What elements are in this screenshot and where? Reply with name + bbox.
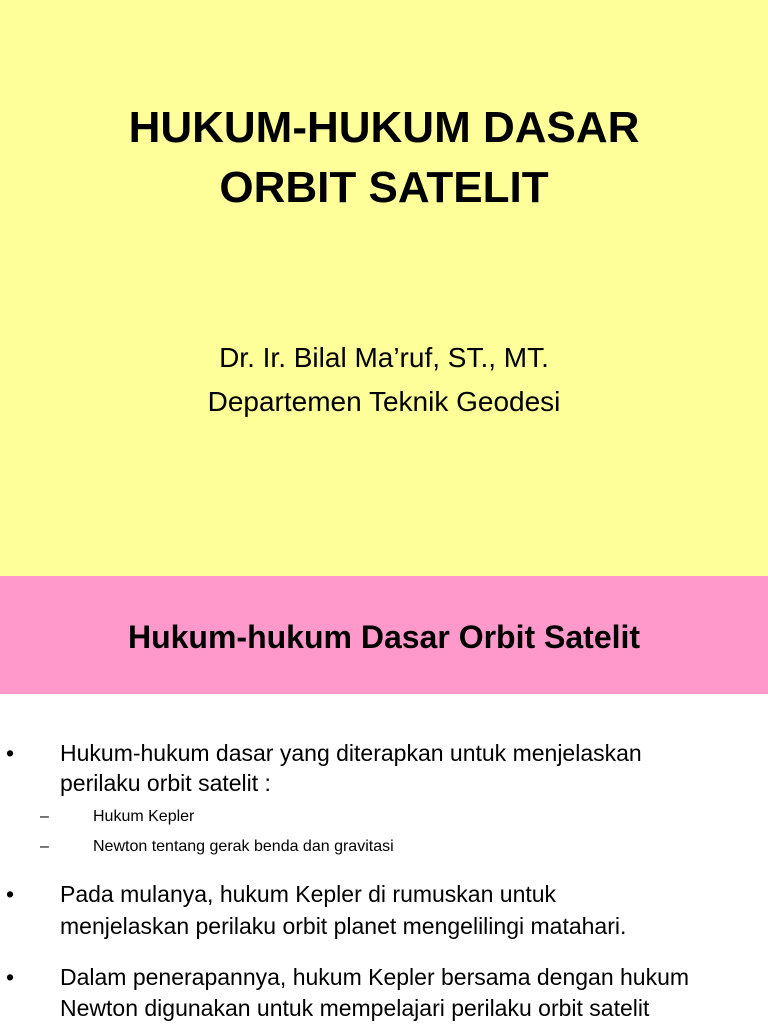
title-line-2: ORBIT SATELIT xyxy=(219,163,549,212)
sub-item-text: Newton tentang gerak benda dan gravitasi xyxy=(93,838,394,855)
dash-marker: – xyxy=(40,838,49,855)
department-name: Departemen Teknik Geodesi xyxy=(207,386,561,417)
author-name: Dr. Ir. Bilal Ma’ruf, ST., MT. xyxy=(219,342,549,373)
slide-body xyxy=(0,694,768,1024)
title-line-1: HUKUM-HUKUM DASAR xyxy=(128,103,640,152)
section-title: Hukum-hukum Dasar Orbit Satelit xyxy=(127,619,641,655)
bullet-marker: • xyxy=(6,881,15,907)
author-block xyxy=(0,336,768,424)
bullet-text-line: menjelaskan perilaku orbit planet mengelilingi matahari. xyxy=(60,913,627,939)
slide-title xyxy=(0,98,768,218)
dash-marker: – xyxy=(40,808,49,825)
bullet-text-line: Hukum-hukum dasar yang diterapkan untuk menjelaskan xyxy=(60,740,642,766)
bullet-marker: • xyxy=(6,740,15,766)
sub-item-text: Hukum Kepler xyxy=(93,808,195,825)
bullet-text-line: Newton digunakan untuk mempelajari perilaku orbit satelit xyxy=(60,995,650,1021)
bullet-marker: • xyxy=(6,964,15,990)
bullet-text-line: Pada mulanya, hukum Kepler di rumuskan untuk xyxy=(60,881,557,907)
bullet-text-line: perilaku orbit satelit : xyxy=(60,770,271,796)
bullet-text-line: Dalam penerapannya, hukum Kepler bersama dengan hukum xyxy=(60,964,690,990)
